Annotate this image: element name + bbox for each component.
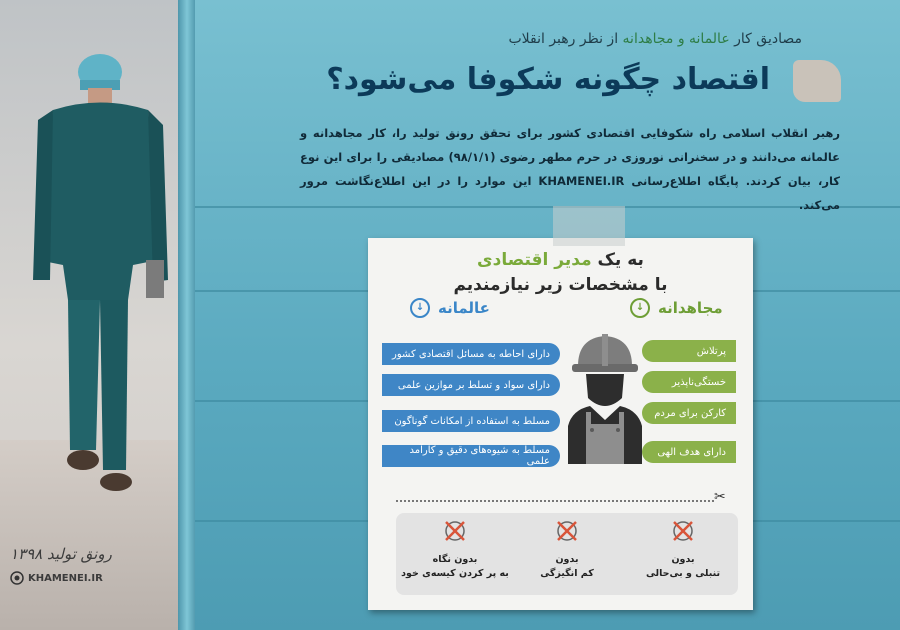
branding	[10, 545, 160, 605]
job-poster	[368, 238, 753, 610]
poster-subheading: با مشخصات زیر نیازمندیم	[453, 275, 668, 295]
poster-heading-highlight: مدیر اقتصادی	[477, 250, 592, 270]
without-line1: بدون نگاه	[432, 554, 478, 565]
subtitle-highlight: عالمانه و مجاهدانه	[622, 31, 730, 47]
scissors-icon: ✂	[714, 489, 726, 505]
page-title: اقتصاد چگونه شکوفا می‌شود؟	[326, 62, 770, 97]
crossed-out-icon	[671, 519, 695, 543]
without-text	[400, 553, 510, 581]
arrow-down-icon: ↓	[630, 298, 650, 318]
without-line2: کم انگیزگی	[540, 568, 594, 579]
worker-photo	[0, 0, 185, 630]
intro-paragraph: رهبر انقلاب اسلامی راه شکوفایی اقتصادی کشور برای تحقق رونق تولید را، کار مجاهدانه و عالمانه می‌دانند و در سخنرانی نوروزی در حرم مطهر رضوی (۹۸/۱/۱) مصادیقی را برای این نوع کار، بیان کردند. پایگاه اطلاع‌رسانی KHAMENEI.IR این موارد را در این اطلاع‌نگاشت مرور می‌کند.	[300, 126, 840, 212]
without-item	[400, 519, 510, 581]
without-line2: به پر کردن کیسه‌ی خود	[401, 568, 509, 579]
without-line1: بدون	[555, 554, 579, 565]
mojahedane-header	[630, 298, 723, 318]
wall-pole	[178, 0, 196, 630]
mojahedane-item: خستگی‌ناپذیر	[642, 371, 736, 393]
engineer-icon	[564, 326, 646, 464]
poster-heading-prefix: به یک	[591, 250, 644, 270]
without-panel	[396, 513, 738, 595]
without-line2: تنبلی و بی‌حالی	[645, 568, 721, 579]
mojahedane-label: مجاهدانه	[658, 299, 723, 317]
mojahedane-item: دارای هدف الهی	[642, 441, 736, 463]
mojahedane-item: کارکن برای مردم	[642, 402, 736, 424]
worker-figure	[8, 50, 178, 500]
alemane-item: مسلط به استفاده از امکانات گوناگون	[382, 410, 560, 432]
site-logo-icon	[10, 571, 24, 585]
alemane-item: دارای سواد و تسلط بر موازین علمی	[382, 374, 560, 396]
branding-script: رونق تولید ۱۳۹۸	[10, 545, 112, 563]
branding-site-label: KHAMENEI.IR	[28, 572, 103, 584]
without-line1: بدون	[671, 554, 695, 565]
crossed-out-icon	[555, 519, 579, 543]
subtitle	[508, 31, 802, 47]
crossed-out-icon	[443, 519, 467, 543]
cut-line	[396, 500, 714, 502]
without-item	[628, 519, 738, 581]
arrow-down-icon: ↓	[410, 298, 430, 318]
without-item	[512, 519, 622, 581]
mojahedane-item: پرتلاش	[642, 340, 736, 362]
alemane-item: دارای احاطه به مسائل اقتصادی کشور	[382, 343, 560, 365]
without-text	[512, 553, 622, 581]
branding-site	[10, 571, 160, 585]
without-text	[628, 553, 738, 581]
subtitle-prefix: مصادیق کار	[729, 31, 802, 47]
alemane-label: عالمانه	[438, 299, 490, 317]
alemane-item: مسلط به شیوه‌های دقیق و کارآمد علمی	[382, 445, 560, 467]
torn-paper-decoration	[793, 60, 841, 102]
tape-strip	[553, 206, 625, 246]
poster-heading	[368, 250, 753, 270]
subtitle-suffix: از نظر رهبر انقلاب	[508, 31, 623, 47]
alemane-header	[410, 298, 490, 318]
